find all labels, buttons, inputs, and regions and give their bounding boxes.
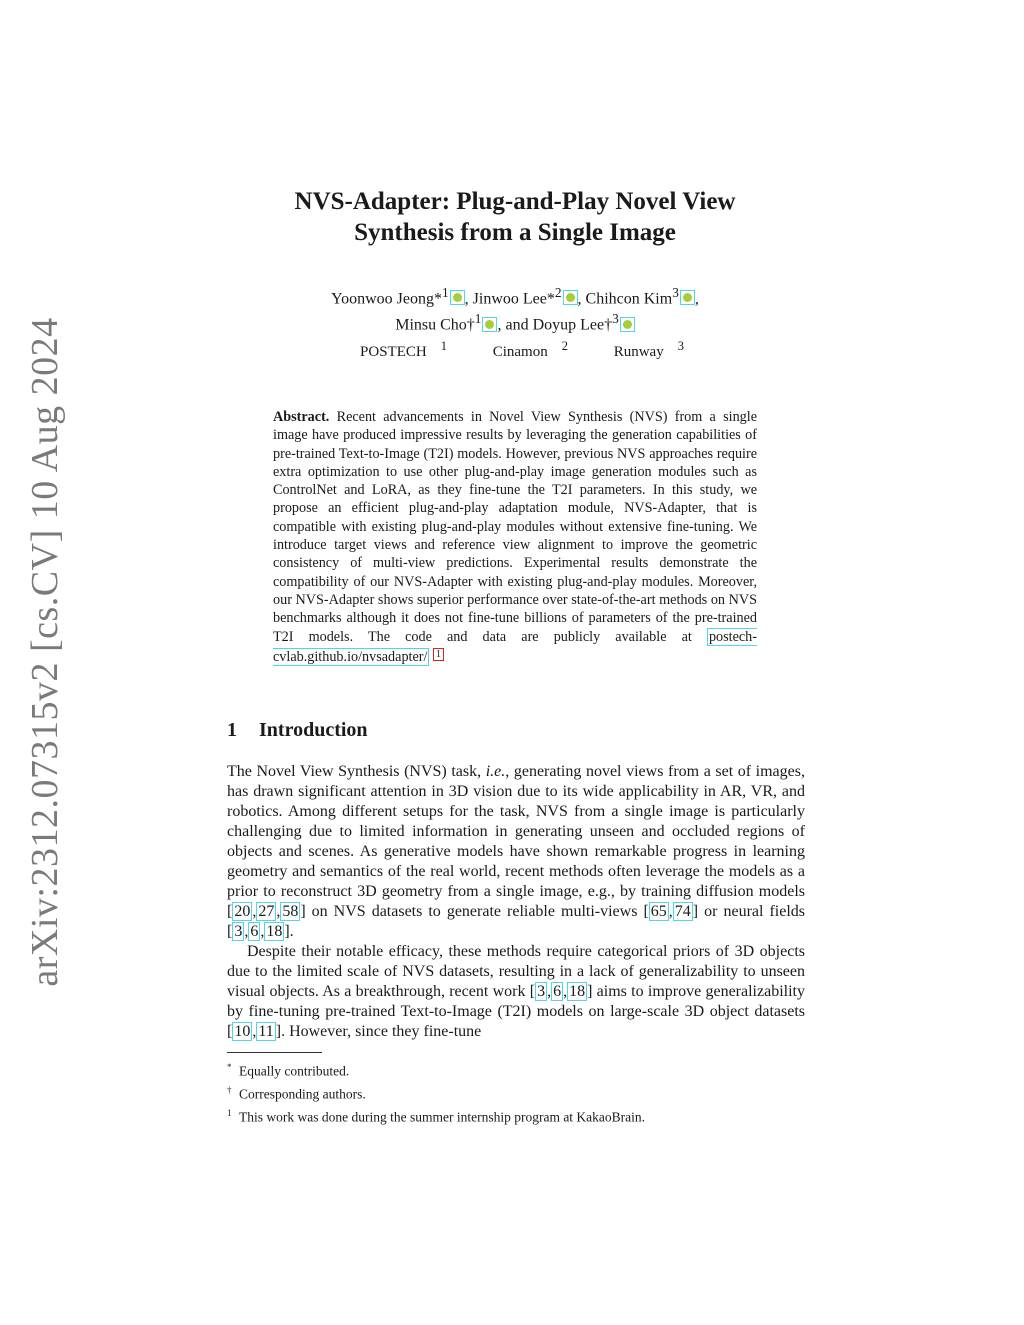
text-run: , generating novel views from a set of images, has drawn significant attention in 3D vision due to its wide applicability in AR, VR, and robotics. Among different setups for the task, NVS from a single image is particularly challenging due to limited information in generating unseen and occluded regions of objects and scenes. As generative models have shown remarkable progress in learning geometry and semantics of the real world, recent methods often leverage the models as a prior to reconstruct 3D geometry from a single image, e.g., by training diffusion models [227,763,805,900]
footnote-text: Equally contributed. [239,1063,350,1079]
author-3-affil: 3 [672,285,679,300]
affiliation-sup: 1 [440,339,447,353]
paragraph: The Novel View Synthesis (NVS) task, i.e., generating novel views from a set of images, has drawn significant attention in 3D vision due to its wide applicability in AR, VR, and robotics. Among different setups for the task, NVS from a single image is particularly challenging due to limited information in generating unseen and occluded regions of objects and scenes. As generative models have shown remarkable progress in learning geometry and semantics of the real world, recent methods often leverage the models as a prior to reconstruct 3D geometry from a single image, e.g., by training diffusion models [ 20 , 27 , 58 ] on NVS datasets to generate reliable multi-views [ 65 , 74 ] or neural fields [ 3 , 6 , 18 ]. [227,763,805,940]
orcid-icon[interactable] [563,290,578,305]
citation[interactable]: 58 [282,903,299,920]
author-5: Doyup Lee† [532,316,613,334]
abstract-label: Abstract. [273,409,330,425]
citation[interactable]: 74 [674,903,691,920]
affiliation-name: Cinamon [492,344,548,360]
affiliation-sup: 2 [561,339,568,353]
citation[interactable]: 6 [250,923,259,940]
footnote-text: Corresponding authors. [239,1086,366,1102]
affiliation-name: POSTECH [360,344,427,360]
affiliation-name: Runway [613,344,664,360]
title-line-2: Synthesis from a Single Image [354,219,676,246]
citation[interactable]: 65 [650,903,667,920]
author-conjunction: , and [497,316,533,334]
footnote [227,1058,645,1081]
footnote-mark: † [227,1085,232,1095]
footnote-mark: * [227,1062,232,1072]
orcid-icon[interactable] [450,290,465,305]
body-text [227,762,805,1042]
author-1: Yoonwoo Jeong* [331,290,442,308]
footnote-link[interactable]: 1 [433,648,444,661]
footnote-divider [227,1052,322,1053]
citation[interactable]: 10 [234,1023,251,1040]
footnote-text: This work was done during the summer internship program at KakaoBrain. [239,1109,646,1125]
orcid-icon[interactable] [620,317,635,332]
citation[interactable]: 20 [234,903,251,920]
text-run: or neural fields [698,903,805,920]
orcid-icon[interactable] [680,290,695,305]
citation[interactable]: 18 [569,983,586,1000]
text-run: i.e. [485,763,506,780]
text-run: . [289,923,294,940]
author-1-affil: 1 [441,285,449,300]
author-2: Jinwoo Lee* [472,290,555,308]
footnote [227,1081,645,1104]
author-4-affil: 1 [474,311,482,327]
citation[interactable]: 3 [234,923,243,940]
citation[interactable]: 3 [537,983,546,1000]
affiliation-runway [600,339,684,360]
abstract-text: Recent advancements in Novel View Synthesis (NVS) from a single image have produced impressive results by leveraging the generation capabilities of pre-trained Text-to-Image (T2I) models. However, previous NVS approaches require extra optimization to use other plug-and-play image generation modules such as ControlNet and LoRA, as they fine-tune the T2I parameters. In this study, we propose an efficient plug-and-play adaptation module, NVS-Adapter, that is compatible with existing plug-and-play modules without extensive fine-tuning. We introduce target views and reference view alignment to improve the geometric consistency of multi-view predictions. Experimental results demonstrate the compatibility of our NVS-Adapter with existing plug-and-play modules. Moreover, our NVS-Adapter shows superior performance over state-of-the-art methods on NVS benchmarks although it does not fine-tune billions of parameters of the pre-trained T2I models. The code and data are publicly available at [273,409,757,645]
author-2-affil: 2 [554,285,562,300]
citation[interactable]: 6 [553,983,562,1000]
text-run: . However, since they fine-tune [281,1023,482,1040]
affiliation-cinamon [479,339,568,360]
abstract [273,408,757,666]
orcid-icon[interactable] [482,317,497,332]
citation[interactable]: 18 [266,923,283,940]
section-number: 1 [227,719,237,741]
author-4: Minsu Cho† [395,316,475,334]
footnote [227,1104,645,1127]
footnotes [227,1058,645,1127]
paper-title [230,186,800,248]
text-run: The Novel View Synthesis (NVS) task, [227,763,486,780]
arxiv-id: arXiv:2312.07315v2 [cs.CV] 10 Aug 2024 [24,317,66,987]
text-run: aims to improve generalizability by fine-tuning pre-trained Text-to-Image (T2I) models on large-scale 3D object datasets [227,983,805,1020]
author-5-affil: 3 [612,311,619,327]
title-line-1: NVS-Adapter: Plug-and-Play Novel View [294,188,736,215]
author-3: Chihcon Kim [585,290,673,308]
arxiv-watermark [10,317,80,987]
author-list: Yoonwoo Jeong*$^1$ , Jinwoo Lee*$^2$ , Chihcon Kim$^3$ , Minsu Cho†$^1$ , and Doyup Lee†$^3$ [331,285,699,334]
section-title: Introduction [259,719,368,741]
footnote-mark: 1 [227,1108,232,1118]
citation[interactable]: 27 [258,903,275,920]
project-link[interactable]: postech-cvlab.github.io/nvsadapter/ [273,628,758,665]
citation[interactable]: 11 [258,1023,274,1040]
paragraph: Despite their notable efficacy, these methods require categorical priors of 3D objects due to the limited scale of NVS datasets, resulting in a lack of generalizability to unseen visual objects. As a breakthrough, recent work [ 3 , 6 , 18 ] aims to improve generalizability by fine-tuning pre-trained Text-to-Image (T2I) models on large-scale 3D object datasets [ 10 , 11 ]. However, since they fine-tune [227,943,805,1040]
affiliations [230,339,800,361]
section-heading [227,719,368,742]
affiliation-postech [346,339,447,360]
affiliation-sup: 3 [677,339,684,353]
text-run: Despite their notable efficacy, these methods require categorical priors of 3D objects due to the limited scale of NVS datasets, resulting in a lack of generalizability to unseen visual objects. As a breakthrough, recent work [227,943,805,1000]
text-run: on NVS datasets to generate reliable multi-views [305,903,644,920]
